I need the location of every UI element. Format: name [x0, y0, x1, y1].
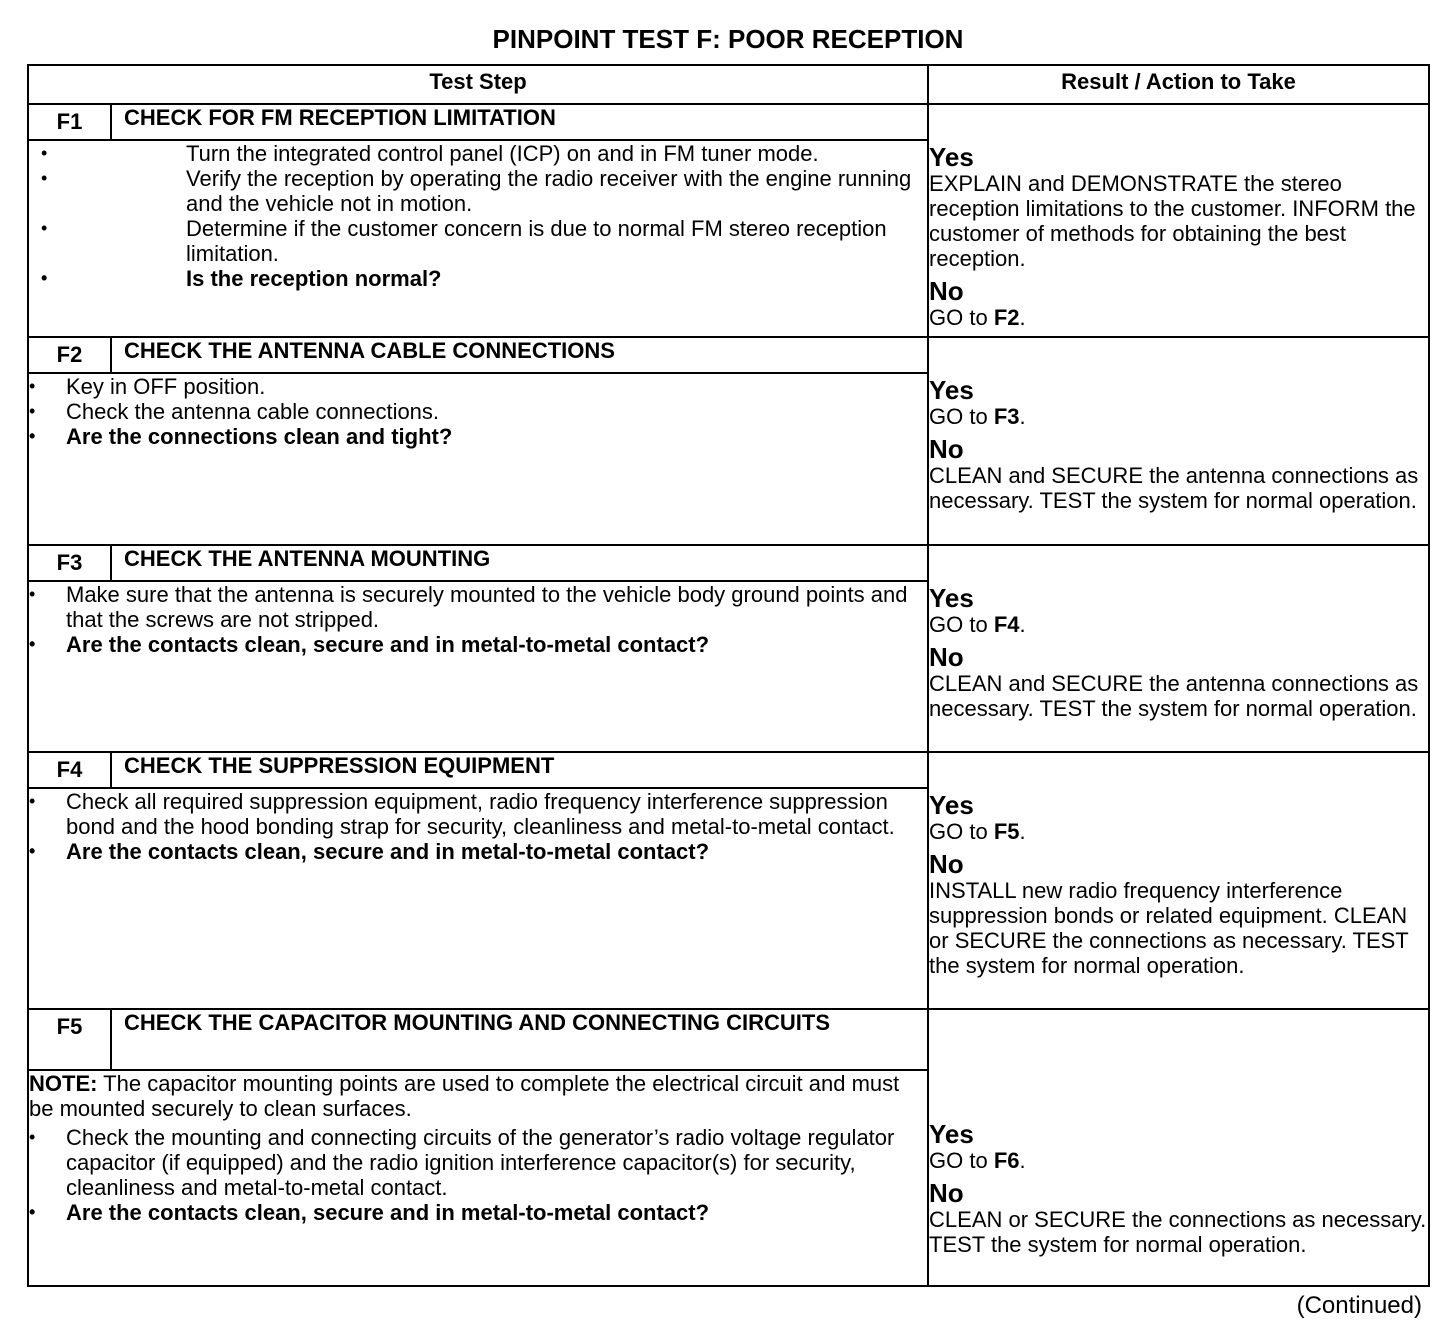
- step-bullet: • Check the mounting and connecting circuits of the generator’s radio voltage regulator capacitor (if equipped) and the radio ignition interference capacitor(s) for security, cleanliness and metal-to-metal contact.: [29, 1125, 927, 1200]
- step-bullet: • Verify the reception by operating the radio receiver with the engine running and the vehicle not in motion.: [41, 166, 927, 216]
- step-id: F4: [28, 752, 111, 788]
- yes-action-prefix: GO to: [929, 1148, 988, 1173]
- yes-action-suffix: .: [1019, 612, 1026, 637]
- column-header-result: Result / Action to Take: [928, 65, 1429, 104]
- step-bullet: • Check all required suppression equipment, radio frequency interference suppression bond and the hood bonding strap for security, cleanliness and metal-to-metal contact.: [29, 789, 927, 839]
- step-bullet: • Turn the integrated control panel (ICP) on and in FM tuner mode.: [41, 141, 927, 166]
- step-result: [928, 1009, 1429, 1286]
- no-action-prefix: GO to: [929, 305, 988, 330]
- step-body: [28, 1070, 928, 1286]
- no-action-ref: F2: [993, 305, 1020, 330]
- step-id: F5: [28, 1009, 111, 1070]
- yes-action-ref: F4: [993, 612, 1020, 637]
- step-question: • Are the contacts clean, secure and in metal-to-metal contact?: [29, 632, 927, 657]
- note-text: The capacitor mounting points are used to complete the electrical circuit and must be mounted securely to clean surfaces.: [29, 1071, 900, 1121]
- yes-action-ref: F5: [993, 819, 1020, 844]
- yes-action-prefix: GO to: [929, 612, 988, 637]
- step-heading-row: [28, 545, 1429, 581]
- step-heading: CHECK THE ANTENNA CABLE CONNECTIONS: [111, 337, 928, 373]
- step-heading-row: [28, 337, 1429, 373]
- step-bullet: • Make sure that the antenna is securely mounted to the vehicle body ground points and that the screws are not stripped.: [29, 582, 927, 632]
- step-id: F1: [28, 104, 111, 140]
- table-header-row: [28, 65, 1429, 104]
- step-id: F3: [28, 545, 111, 581]
- no-label: No: [929, 434, 964, 464]
- step-question: • Are the contacts clean, secure and in metal-to-metal contact?: [29, 1200, 927, 1225]
- yes-action-ref: F6: [993, 1148, 1020, 1173]
- no-label: No: [929, 642, 964, 672]
- step-note: [29, 1071, 927, 1121]
- step-question: • Are the connections clean and tight?: [29, 424, 927, 449]
- no-action: INSTALL new radio frequency interference suppression bonds or related equipment. CLEAN or SECURE the connections as necessary. TEST the system for normal operation.: [929, 878, 1409, 978]
- yes-label: Yes: [929, 142, 974, 172]
- step-result: [928, 545, 1429, 752]
- step-body: [28, 373, 928, 545]
- yes-action: [929, 819, 1428, 844]
- step-body: [28, 788, 928, 1009]
- step-bullet: • Key in OFF position.: [29, 374, 927, 399]
- no-action: CLEAN or SECURE the connections as necessary. TEST the system for normal operation.: [929, 1207, 1427, 1257]
- step-question: • Is the reception normal?: [41, 266, 927, 291]
- yes-action: [929, 612, 1428, 637]
- continued-label: (Continued): [1296, 1292, 1422, 1319]
- step-question: • Are the contacts clean, secure and in metal-to-metal contact?: [29, 839, 927, 864]
- yes-label: Yes: [929, 375, 974, 405]
- yes-label: Yes: [929, 1119, 974, 1149]
- no-action: CLEAN and SECURE the antenna connections as necessary. TEST the system for normal operation.: [929, 671, 1419, 721]
- step-heading: CHECK THE ANTENNA MOUNTING: [111, 545, 928, 581]
- yes-action: [929, 404, 1428, 429]
- step-heading-row: [28, 104, 1429, 140]
- no-label: No: [929, 1178, 964, 1208]
- yes-action-prefix: GO to: [929, 819, 988, 844]
- column-header-test-step: Test Step: [28, 65, 928, 104]
- step-heading-row: [28, 752, 1429, 788]
- note-label: NOTE:: [29, 1071, 98, 1096]
- yes-action-prefix: GO to: [929, 404, 988, 429]
- no-label: No: [929, 276, 964, 306]
- step-result: [928, 337, 1429, 545]
- yes-action: EXPLAIN and DEMONSTRATE the stereo reception limitations to the customer. INFORM the customer of methods for obtaining the best reception.: [929, 171, 1416, 271]
- no-action: CLEAN and SECURE the antenna connections as necessary. TEST the system for normal operation.: [929, 463, 1419, 513]
- step-bullet: • Check the antenna cable connections.: [29, 399, 927, 424]
- step-heading: CHECK THE CAPACITOR MOUNTING AND CONNECTING CIRCUITS: [111, 1009, 928, 1070]
- step-heading: CHECK FOR FM RECEPTION LIMITATION: [111, 104, 928, 140]
- no-action-suffix: .: [1019, 305, 1026, 330]
- no-action: [929, 305, 1428, 330]
- no-label: No: [929, 849, 964, 879]
- pinpoint-test-table: [27, 64, 1430, 1287]
- yes-action-suffix: .: [1019, 819, 1026, 844]
- page-title: PINPOINT TEST F: POOR RECEPTION: [492, 24, 964, 54]
- yes-label: Yes: [929, 790, 974, 820]
- step-body: [28, 581, 928, 752]
- yes-label: Yes: [929, 583, 974, 613]
- yes-action-suffix: .: [1019, 404, 1026, 429]
- step-result: [928, 752, 1429, 1009]
- yes-action: [929, 1148, 1428, 1173]
- step-bullet: • Determine if the customer concern is due to normal FM stereo reception limitation.: [41, 216, 927, 266]
- step-heading: CHECK THE SUPPRESSION EQUIPMENT: [111, 752, 928, 788]
- yes-action-ref: F3: [993, 404, 1020, 429]
- yes-action-suffix: .: [1019, 1148, 1026, 1173]
- step-result: [928, 104, 1429, 337]
- step-id: F2: [28, 337, 111, 373]
- step-body: [28, 140, 928, 337]
- step-heading-row: [28, 1009, 1429, 1070]
